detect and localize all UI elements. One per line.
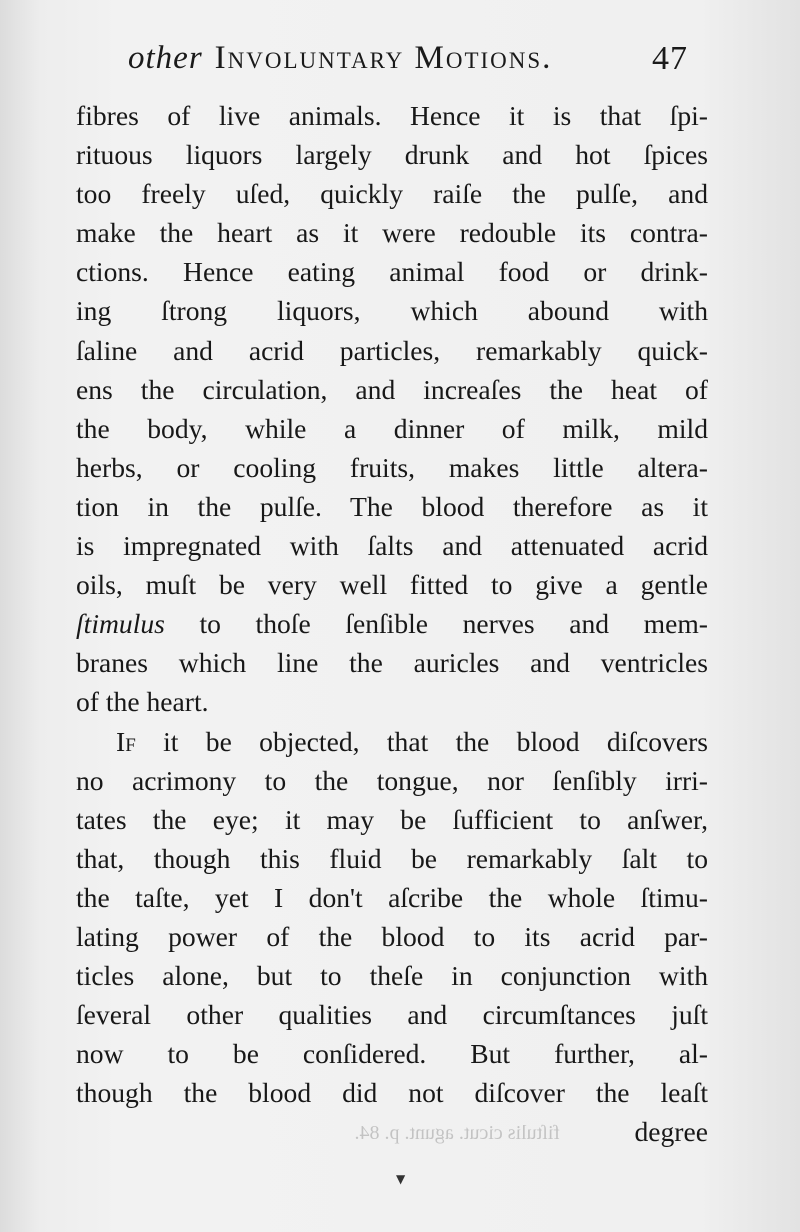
- text-line: ens the circulation, and increaſes the heat of: [76, 373, 708, 405]
- italic-word: ſtimulus: [76, 608, 165, 640]
- text-line: is impregnated with ſalts and attenuated acrid: [76, 530, 708, 562]
- catchword: degree: [634, 1116, 708, 1148]
- running-head-italic: other: [128, 40, 203, 76]
- bleed-through-text: fiſtulis cicut. agunt. p. 84.: [354, 1122, 560, 1144]
- text-line: the body, while a dinner of milk, mild: [76, 412, 708, 444]
- running-head-title: Involuntary Motions.: [214, 40, 553, 76]
- running-head: [128, 40, 688, 86]
- text-line: make the heart as it were redouble its contra-: [76, 217, 708, 249]
- text-line: fibres of live animals. Hence it is that ſpi-: [76, 100, 708, 131]
- text-line: no acrimony to the tongue, nor ſenſibly irri-: [76, 764, 708, 796]
- page-number: 47: [652, 40, 688, 77]
- ink-mark: ▼: [396, 1172, 406, 1186]
- text-line: that, though this fluid be remarkably ſalt to: [76, 842, 708, 874]
- text-line: ctions. Hence eating animal food or drink-: [76, 256, 708, 288]
- text-segment: it be objected, that the blood diſcovers: [135, 725, 708, 757]
- text-line: oils, muſt be very well fitted to give a gentle: [76, 569, 708, 601]
- text-line: ſaline and acrid particles, remarkably quick-: [76, 334, 708, 366]
- text-line: ticles alone, but to theſe in conjunction with: [76, 960, 708, 992]
- text-line: branes which line the auricles and ventricles: [76, 647, 708, 679]
- paragraph-start-line: [76, 722, 708, 761]
- paragraph-lead-word: If: [116, 725, 136, 757]
- text-line-stimulus: [76, 604, 708, 643]
- paragraph-end-line: of the heart.: [76, 686, 209, 718]
- body-text: [76, 96, 708, 1152]
- text-line: tates the eye; it may be ſufficient to anſwer,: [76, 803, 708, 835]
- text-line: now to be conſidered. But further, al-: [76, 1038, 708, 1070]
- text-line: too freely uſed, quickly raiſe the pulſe, and: [76, 178, 708, 210]
- text-line: rituous liquors largely drunk and hot ſpices: [76, 139, 708, 171]
- text-line: ing ſtrong liquors, which abound with: [76, 295, 708, 327]
- text-line: herbs, or cooling fruits, makes little altera-: [76, 451, 708, 483]
- text-line: the taſte, yet I don't aſcribe the whole ſtimu-: [76, 881, 708, 913]
- text-line: ſeveral other qualities and circumſtances juſt: [76, 999, 708, 1031]
- text-line: lating power of the blood to its acrid par-: [76, 920, 708, 952]
- text-segment: to thoſe ſenſible nerves and mem-: [164, 608, 708, 640]
- text-line: though the blood did not diſcover the leaſt: [76, 1077, 708, 1109]
- text-line: tion in the pulſe. The blood therefore as it: [76, 490, 708, 522]
